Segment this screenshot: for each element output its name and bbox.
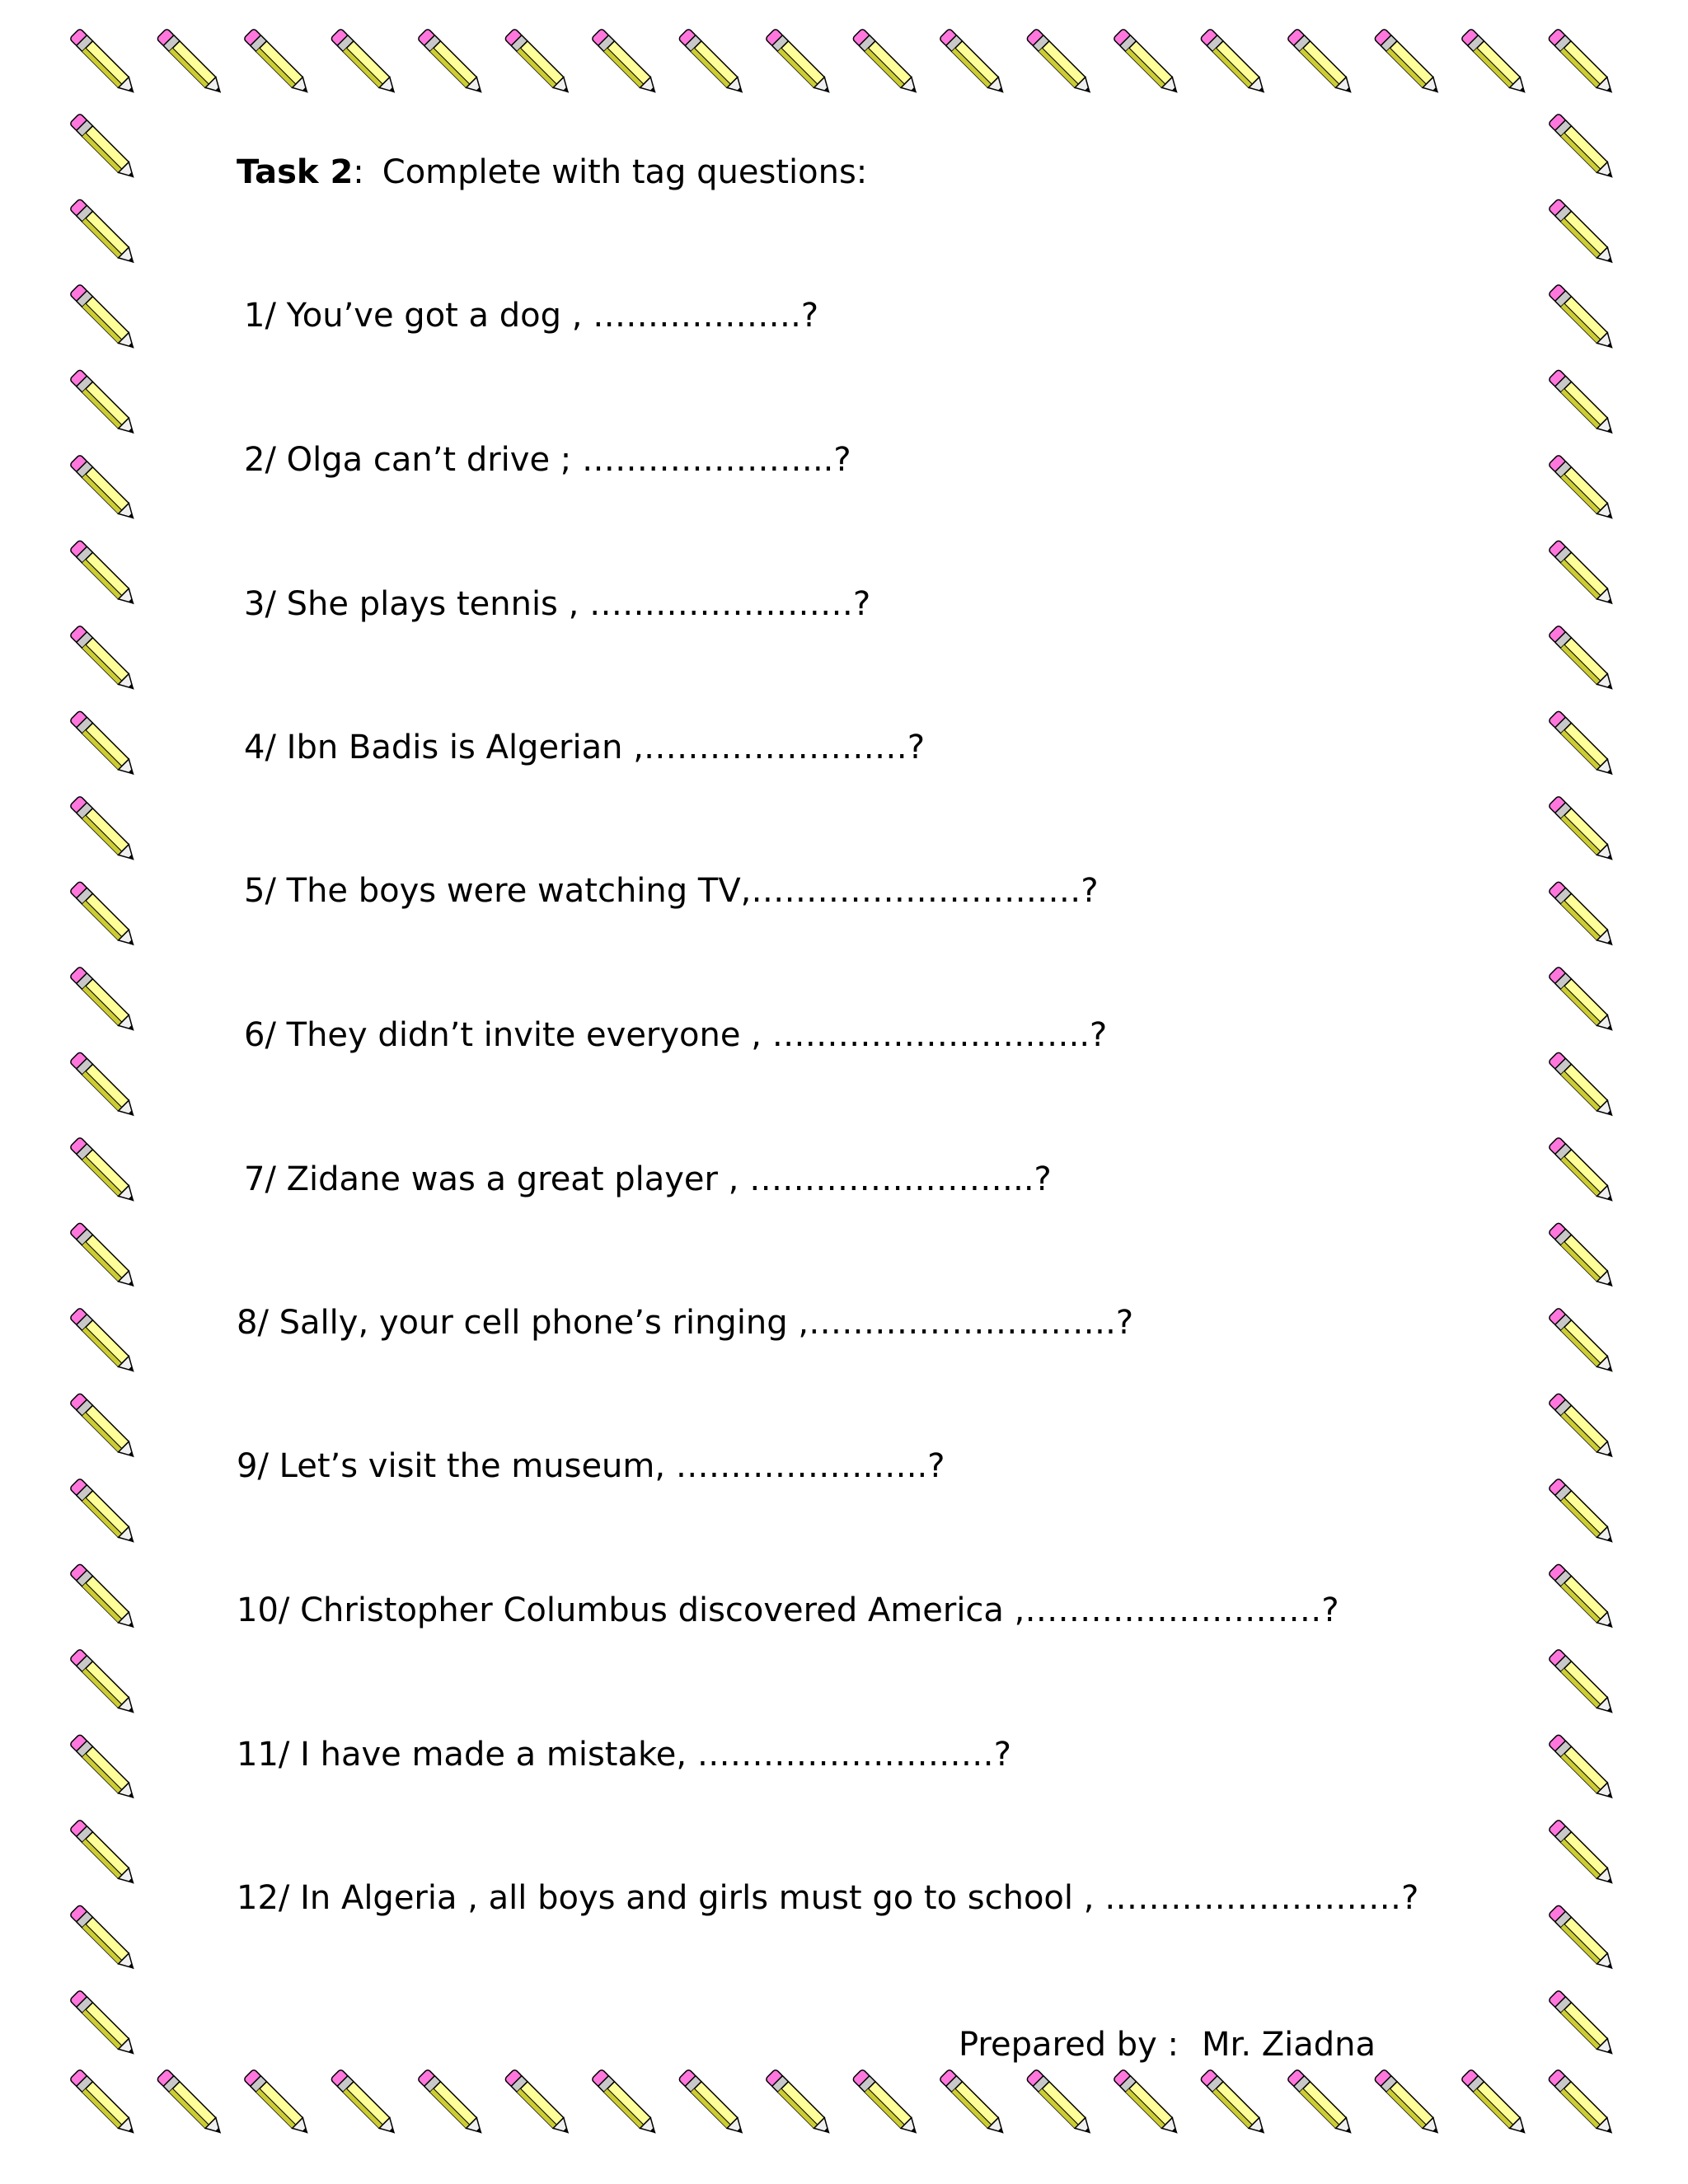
question-7: 7/ Zidane was a great player , ……………………..? (244, 1160, 1052, 1198)
question-10: 10/ Christopher Columbus discovered America ,………………………? (237, 1591, 1339, 1629)
prepared-by (959, 2026, 1376, 2064)
question-5: 5/ The boys were watching TV,…………………………? (244, 872, 1099, 910)
question-9: 9/ Let’s visit the museum, …………………..? (237, 1447, 945, 1485)
question-8: 8/ Sally, your cell phone’s ringing ,……………………….? (237, 1304, 1134, 1342)
task-title (237, 153, 867, 191)
question-4: 4/ Ibn Badis is Algerian ,……………………? (244, 729, 926, 766)
question-1: 1/ You’ve got a dog , ……………….? (244, 297, 819, 335)
question-2: 2/ Olga can’t drive ; …………………..? (244, 441, 851, 479)
task-instruction: Complete with tag questions: (382, 153, 868, 191)
question-6: 6/ They didn’t invite everyone , ………………………..? (244, 1016, 1108, 1054)
prepared-by-label: Prepared by : (959, 2026, 1179, 2064)
task-label: Task 2 (237, 153, 354, 191)
author-name: Mr. Ziadna (1202, 2026, 1376, 2064)
task-separator: : (353, 153, 364, 191)
question-11: 11/ I have made a mistake, ………………………? (237, 1736, 1011, 1774)
question-12: 12/ In Algeria , all boys and girls must go to school , ………………………? (237, 1879, 1419, 1917)
question-3: 3/ She plays tennis , ……………………? (244, 585, 871, 623)
